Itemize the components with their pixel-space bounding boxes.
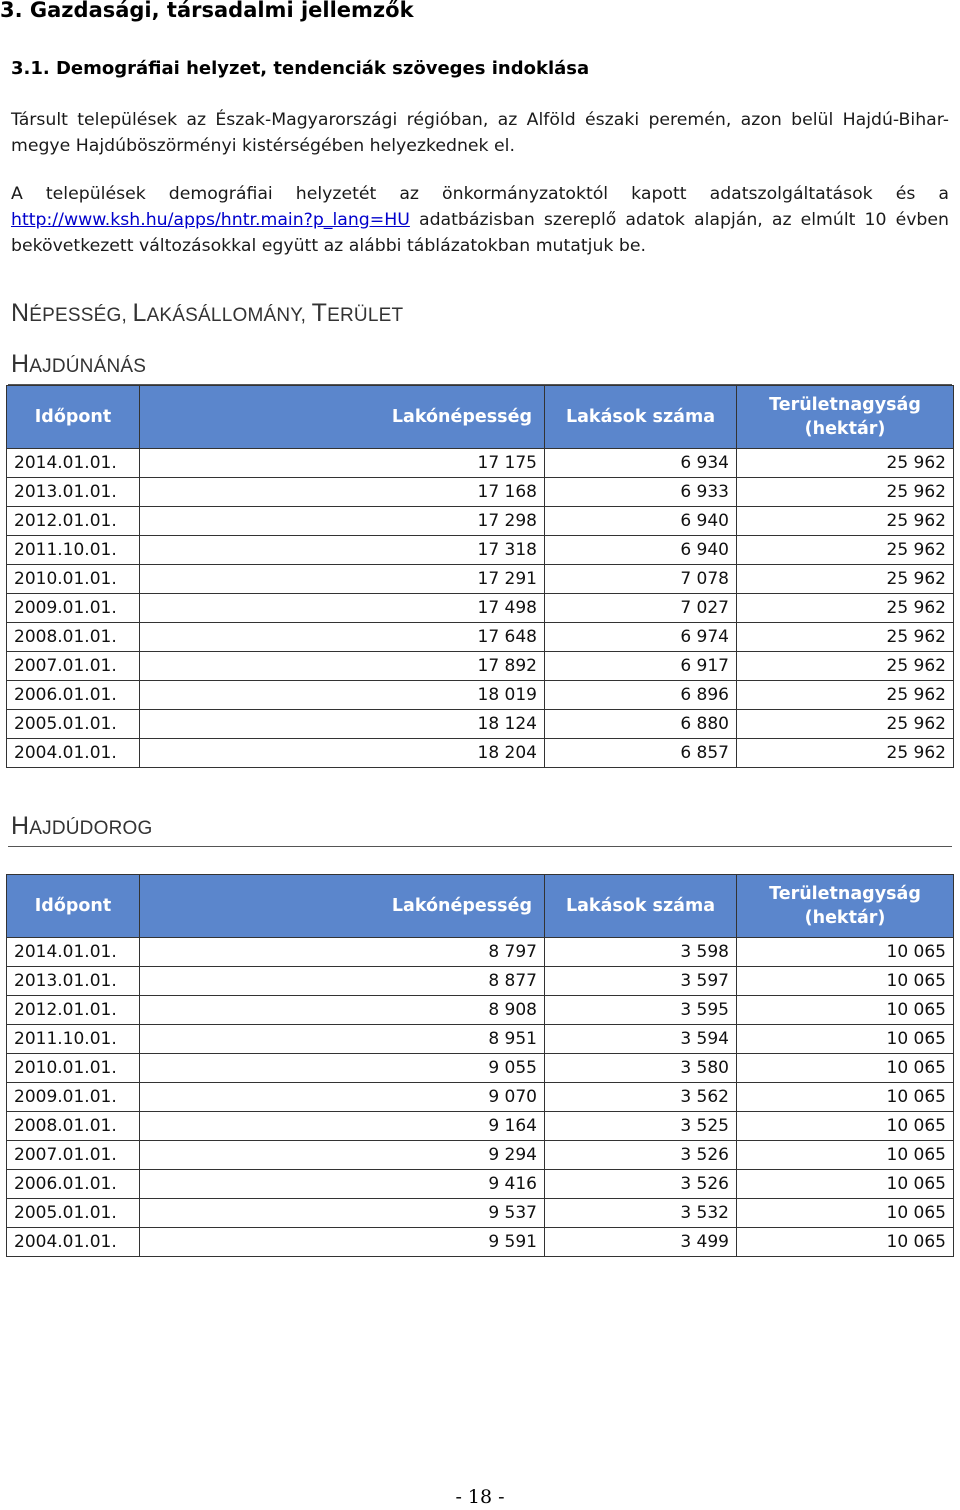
cell-area: 25 962: [737, 536, 954, 565]
cell-dwellings: 6 880: [545, 710, 737, 739]
cell-area: 10 065: [737, 1199, 954, 1228]
cell-dwellings: 6 917: [545, 652, 737, 681]
cell-area: 10 065: [737, 1054, 954, 1083]
cell-date: 2012.01.01.: [7, 507, 140, 536]
cell-population: 9 294: [140, 1141, 545, 1170]
cell-date: 2004.01.01.: [7, 739, 140, 768]
cell-date: 2014.01.01.: [7, 449, 140, 478]
cell-population: 17 498: [140, 594, 545, 623]
table-row: [7, 1112, 954, 1141]
hajdudorog-title: HAJDÚDOROG: [11, 812, 153, 840]
cell-area: 10 065: [737, 967, 954, 996]
table-row: [7, 1199, 954, 1228]
cell-population: 18 204: [140, 739, 545, 768]
cell-area: 10 065: [737, 1170, 954, 1199]
cell-dwellings: 3 597: [545, 967, 737, 996]
cell-population: 8 877: [140, 967, 545, 996]
cell-dwellings: 6 940: [545, 507, 737, 536]
table-row: [7, 652, 954, 681]
header-dwellings: Lakások száma: [545, 386, 737, 449]
source-paragraph-end: adatbázisban szereplő adatok alapján, az elmúlt 10 évben bekövetkezett változásokkal együtt az alábbi táblázatokban mutatjuk be.: [11, 210, 949, 256]
table-row: [7, 1083, 954, 1112]
header-area: Területnagyság (hektár): [737, 875, 954, 938]
cell-population: 18 019: [140, 681, 545, 710]
table-row: [7, 478, 954, 507]
hajdudorog-divider: [8, 846, 952, 847]
cell-population: 17 318: [140, 536, 545, 565]
cell-population: 8 908: [140, 996, 545, 1025]
cell-date: 2010.01.01.: [7, 1054, 140, 1083]
cell-population: 17 892: [140, 652, 545, 681]
page-number: - 18 -: [455, 1486, 505, 1508]
cell-population: 8 797: [140, 938, 545, 967]
ksh-link[interactable]: http://www.ksh.hu/apps/hntr.main?p_lang=HU: [11, 210, 410, 230]
table-row: [7, 710, 954, 739]
cell-population: 17 291: [140, 565, 545, 594]
cell-area: 10 065: [737, 1025, 954, 1054]
cell-dwellings: 6 974: [545, 623, 737, 652]
cell-dwellings: 6 940: [545, 536, 737, 565]
table-row: [7, 1228, 954, 1257]
cell-area: 25 962: [737, 652, 954, 681]
main-table-title: NÉPESSÉG, LAKÁSÁLLOMÁNY, TERÜLET: [11, 299, 404, 327]
cell-population: 9 537: [140, 1199, 545, 1228]
cell-dwellings: 6 857: [545, 739, 737, 768]
table-row: [7, 739, 954, 768]
header-dwellings: Lakások száma: [545, 875, 737, 938]
cell-area: 25 962: [737, 507, 954, 536]
table-row: [7, 1054, 954, 1083]
table-row: [7, 623, 954, 652]
cell-date: 2008.01.01.: [7, 1112, 140, 1141]
header-date: Időpont: [7, 875, 140, 938]
subsection-heading: 3.1. Demográfiai helyzet, tendenciák szöveges indoklása: [11, 58, 590, 79]
cell-dwellings: 3 526: [545, 1141, 737, 1170]
cell-area: 25 962: [737, 623, 954, 652]
cell-dwellings: 3 598: [545, 938, 737, 967]
hajdunanas-title: HAJDÚNÁNÁS: [11, 350, 147, 378]
cell-date: 2006.01.01.: [7, 1170, 140, 1199]
cell-area: 10 065: [737, 938, 954, 967]
cell-population: 9 591: [140, 1228, 545, 1257]
cell-population: 18 124: [140, 710, 545, 739]
cell-dwellings: 6 934: [545, 449, 737, 478]
cell-date: 2006.01.01.: [7, 681, 140, 710]
cell-area: 10 065: [737, 1112, 954, 1141]
cell-area: 10 065: [737, 996, 954, 1025]
table-row: [7, 967, 954, 996]
table-row: [7, 594, 954, 623]
cell-date: 2005.01.01.: [7, 710, 140, 739]
cell-dwellings: 3 525: [545, 1112, 737, 1141]
intro-paragraph: Társult települések az Észak-Magyarországi régióban, az Alföld északi peremén, azon belül Hajdú-Bihar- megye Hajdúböszörményi kistérségében helyezkednek el.: [11, 110, 949, 156]
cell-date: 2009.01.01.: [7, 1083, 140, 1112]
cell-area: 25 962: [737, 449, 954, 478]
hajdunanas-table: [6, 385, 954, 768]
table-row: [7, 1141, 954, 1170]
table-row: [7, 1025, 954, 1054]
cell-dwellings: 6 933: [545, 478, 737, 507]
cell-area: 10 065: [737, 1083, 954, 1112]
cell-date: 2007.01.01.: [7, 652, 140, 681]
cell-date: 2012.01.01.: [7, 996, 140, 1025]
table-row: [7, 681, 954, 710]
cell-population: 9 070: [140, 1083, 545, 1112]
cell-dwellings: 6 896: [545, 681, 737, 710]
table-row: [7, 1170, 954, 1199]
cell-date: 2004.01.01.: [7, 1228, 140, 1257]
cell-date: 2010.01.01.: [7, 565, 140, 594]
cell-dwellings: 3 580: [545, 1054, 737, 1083]
cell-area: 25 962: [737, 681, 954, 710]
table-header-row: [7, 386, 954, 449]
cell-date: 2014.01.01.: [7, 938, 140, 967]
section-heading: 3. Gazdasági, társadalmi jellemzők: [0, 0, 414, 22]
cell-date: 2008.01.01.: [7, 623, 140, 652]
header-date: Időpont: [7, 386, 140, 449]
header-population: Lakónépesség: [140, 386, 545, 449]
table-row: [7, 507, 954, 536]
cell-dwellings: 3 595: [545, 996, 737, 1025]
cell-date: 2013.01.01.: [7, 967, 140, 996]
table-row: [7, 996, 954, 1025]
cell-population: 17 648: [140, 623, 545, 652]
cell-population: 9 055: [140, 1054, 545, 1083]
table-header-row: [7, 875, 954, 938]
cell-population: 8 951: [140, 1025, 545, 1054]
cell-population: 17 298: [140, 507, 545, 536]
cell-dwellings: 7 027: [545, 594, 737, 623]
cell-date: 2013.01.01.: [7, 478, 140, 507]
cell-area: 25 962: [737, 565, 954, 594]
source-paragraph: [11, 181, 949, 259]
hajdudorog-table: [6, 874, 954, 1257]
header-area: Területnagyság (hektár): [737, 386, 954, 449]
table-row: [7, 449, 954, 478]
cell-date: 2011.10.01.: [7, 1025, 140, 1054]
cell-dwellings: 3 499: [545, 1228, 737, 1257]
cell-area: 10 065: [737, 1228, 954, 1257]
cell-date: 2005.01.01.: [7, 1199, 140, 1228]
cell-date: 2007.01.01.: [7, 1141, 140, 1170]
cell-dwellings: 3 594: [545, 1025, 737, 1054]
cell-population: 17 168: [140, 478, 545, 507]
cell-dwellings: 3 562: [545, 1083, 737, 1112]
cell-population: 9 164: [140, 1112, 545, 1141]
cell-dwellings: 7 078: [545, 565, 737, 594]
cell-population: 9 416: [140, 1170, 545, 1199]
table-row: [7, 938, 954, 967]
cell-area: 25 962: [737, 739, 954, 768]
cell-date: 2011.10.01.: [7, 536, 140, 565]
cell-area: 25 962: [737, 478, 954, 507]
table-row: [7, 536, 954, 565]
cell-area: 25 962: [737, 594, 954, 623]
cell-dwellings: 3 526: [545, 1170, 737, 1199]
cell-date: 2009.01.01.: [7, 594, 140, 623]
cell-area: 10 065: [737, 1141, 954, 1170]
source-paragraph-start: A települések demográfiai helyzetét az önkormányzatoktól kapott adatszolgáltatások és a: [11, 184, 949, 204]
table-row: [7, 565, 954, 594]
header-population: Lakónépesség: [140, 875, 545, 938]
cell-area: 25 962: [737, 710, 954, 739]
hajdudorog-table-body: [7, 938, 954, 1257]
cell-population: 17 175: [140, 449, 545, 478]
cell-dwellings: 3 532: [545, 1199, 737, 1228]
hajdunanas-table-body: [7, 449, 954, 768]
